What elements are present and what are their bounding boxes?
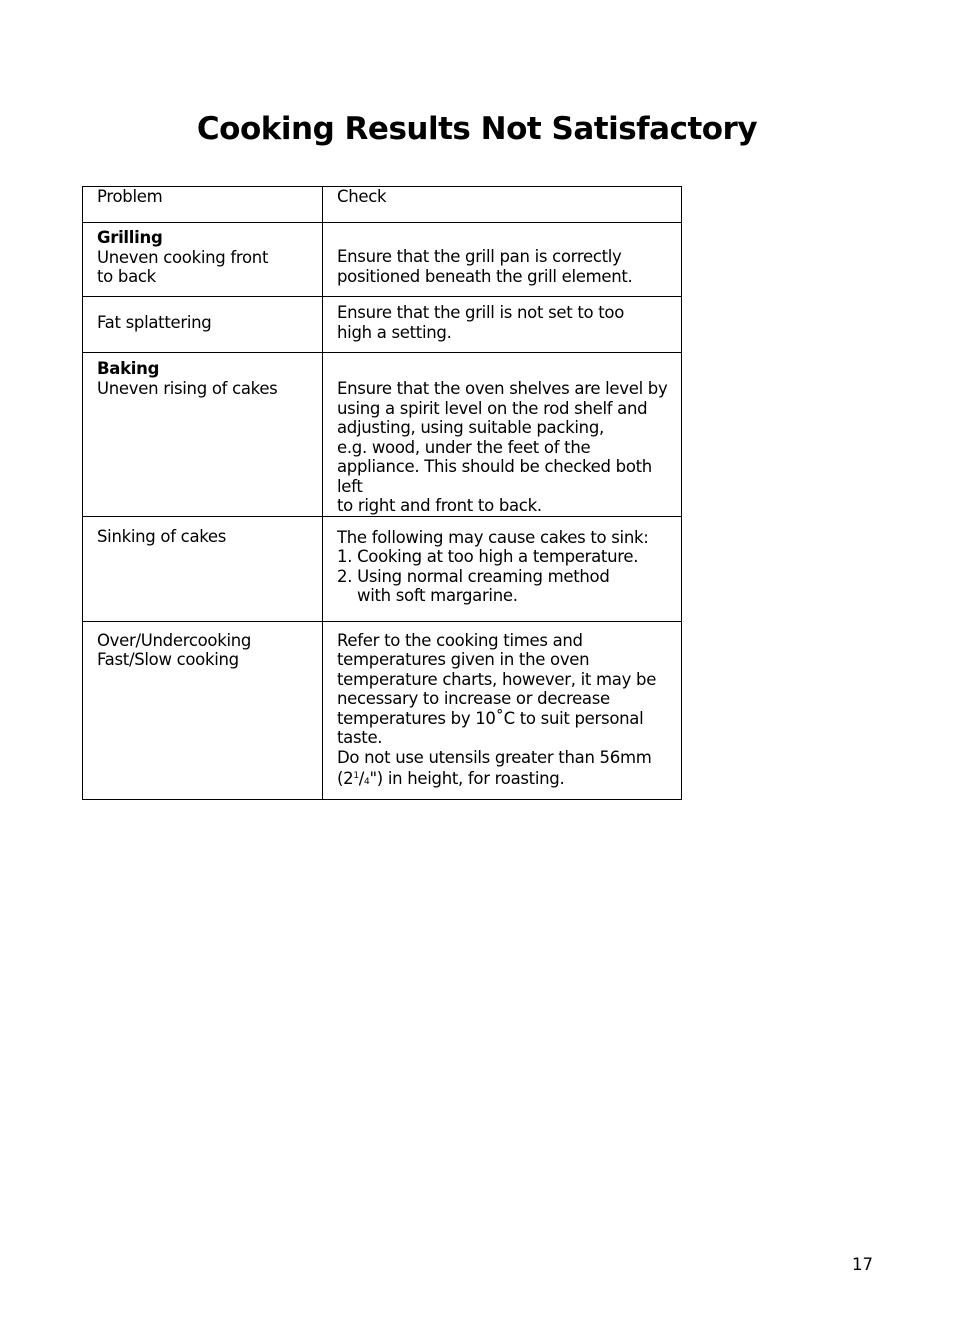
check-line: Ensure that the grill pan is correctly (337, 247, 622, 266)
check-line: Ensure that the oven shelves are level by (337, 379, 668, 398)
problem-cell (83, 297, 323, 353)
problem-cell (83, 353, 323, 517)
check-line: Do not use utensils greater than 56mm (337, 747, 652, 767)
check-cell (323, 516, 682, 621)
header-problem: Problem (83, 187, 323, 223)
check-line: to right and front to back. (337, 496, 542, 515)
problem-line: Over/Undercooking (97, 630, 252, 650)
check-line: Ensure that the grill is not set to too (337, 303, 625, 322)
check-line: adjusting, using suitable packing, (337, 418, 604, 437)
troubleshooting-table (82, 186, 682, 800)
check-line-fraction (337, 767, 677, 793)
check-line: e.g. wood, under the feet of the (337, 437, 591, 457)
problem-heading: Baking (97, 359, 160, 378)
check-cell (323, 621, 682, 799)
table-row (83, 621, 682, 799)
check-line: necessary to increase or decrease (337, 689, 610, 708)
fraction-open: (2 (337, 769, 354, 788)
check-line: using a spirit level on the rod shelf and (337, 398, 648, 418)
check-line: temperatures by 10˚C to suit personal (337, 708, 644, 728)
problem-line: Sinking of cakes (97, 526, 227, 546)
check-line: 2. Using normal creaming method (337, 566, 610, 586)
check-line: high a setting. (337, 322, 452, 342)
fraction-slash: / (358, 769, 365, 788)
table-header-row (83, 187, 682, 223)
problem-line: Fat splattering (97, 313, 212, 332)
header-check: Check (323, 187, 682, 223)
fraction-close: ") in height, for roasting. (369, 769, 565, 788)
problem-heading: Grilling (97, 228, 163, 247)
check-line: appliance. This should be checked both left (337, 457, 652, 496)
problem-line: Uneven rising of cakes (97, 378, 278, 398)
problem-cell (83, 223, 323, 297)
check-line: positioned beneath the grill element. (337, 266, 633, 286)
problem-line: to back (97, 267, 156, 286)
check-line: Refer to the cooking times and (337, 630, 583, 650)
check-line: The following may cause cakes to sink: (337, 527, 649, 547)
page-title: Cooking Results Not Satisfactory (196, 110, 758, 147)
check-cell (323, 297, 682, 353)
problem-cell (83, 516, 323, 621)
check-line: taste. (337, 728, 383, 747)
table-row (83, 297, 682, 353)
fraction-numerator: 1 (353, 771, 359, 781)
problem-line: Uneven cooking front (97, 247, 269, 267)
page-number: 17 (852, 1255, 873, 1274)
table-row (83, 223, 682, 297)
check-cell (323, 223, 682, 297)
check-line: temperature charts, however, it may be (337, 669, 657, 689)
check-line: temperatures given in the oven (337, 650, 590, 669)
check-line: with soft margarine. (357, 586, 518, 605)
check-line: 1. Cooking at too high a temperature. (337, 547, 639, 566)
problem-line: Fast/Slow cooking (97, 650, 239, 669)
problem-cell (83, 621, 323, 799)
check-cell (323, 353, 682, 517)
fraction-denominator: 4 (364, 777, 370, 787)
table-row (83, 353, 682, 517)
table-row (83, 516, 682, 621)
